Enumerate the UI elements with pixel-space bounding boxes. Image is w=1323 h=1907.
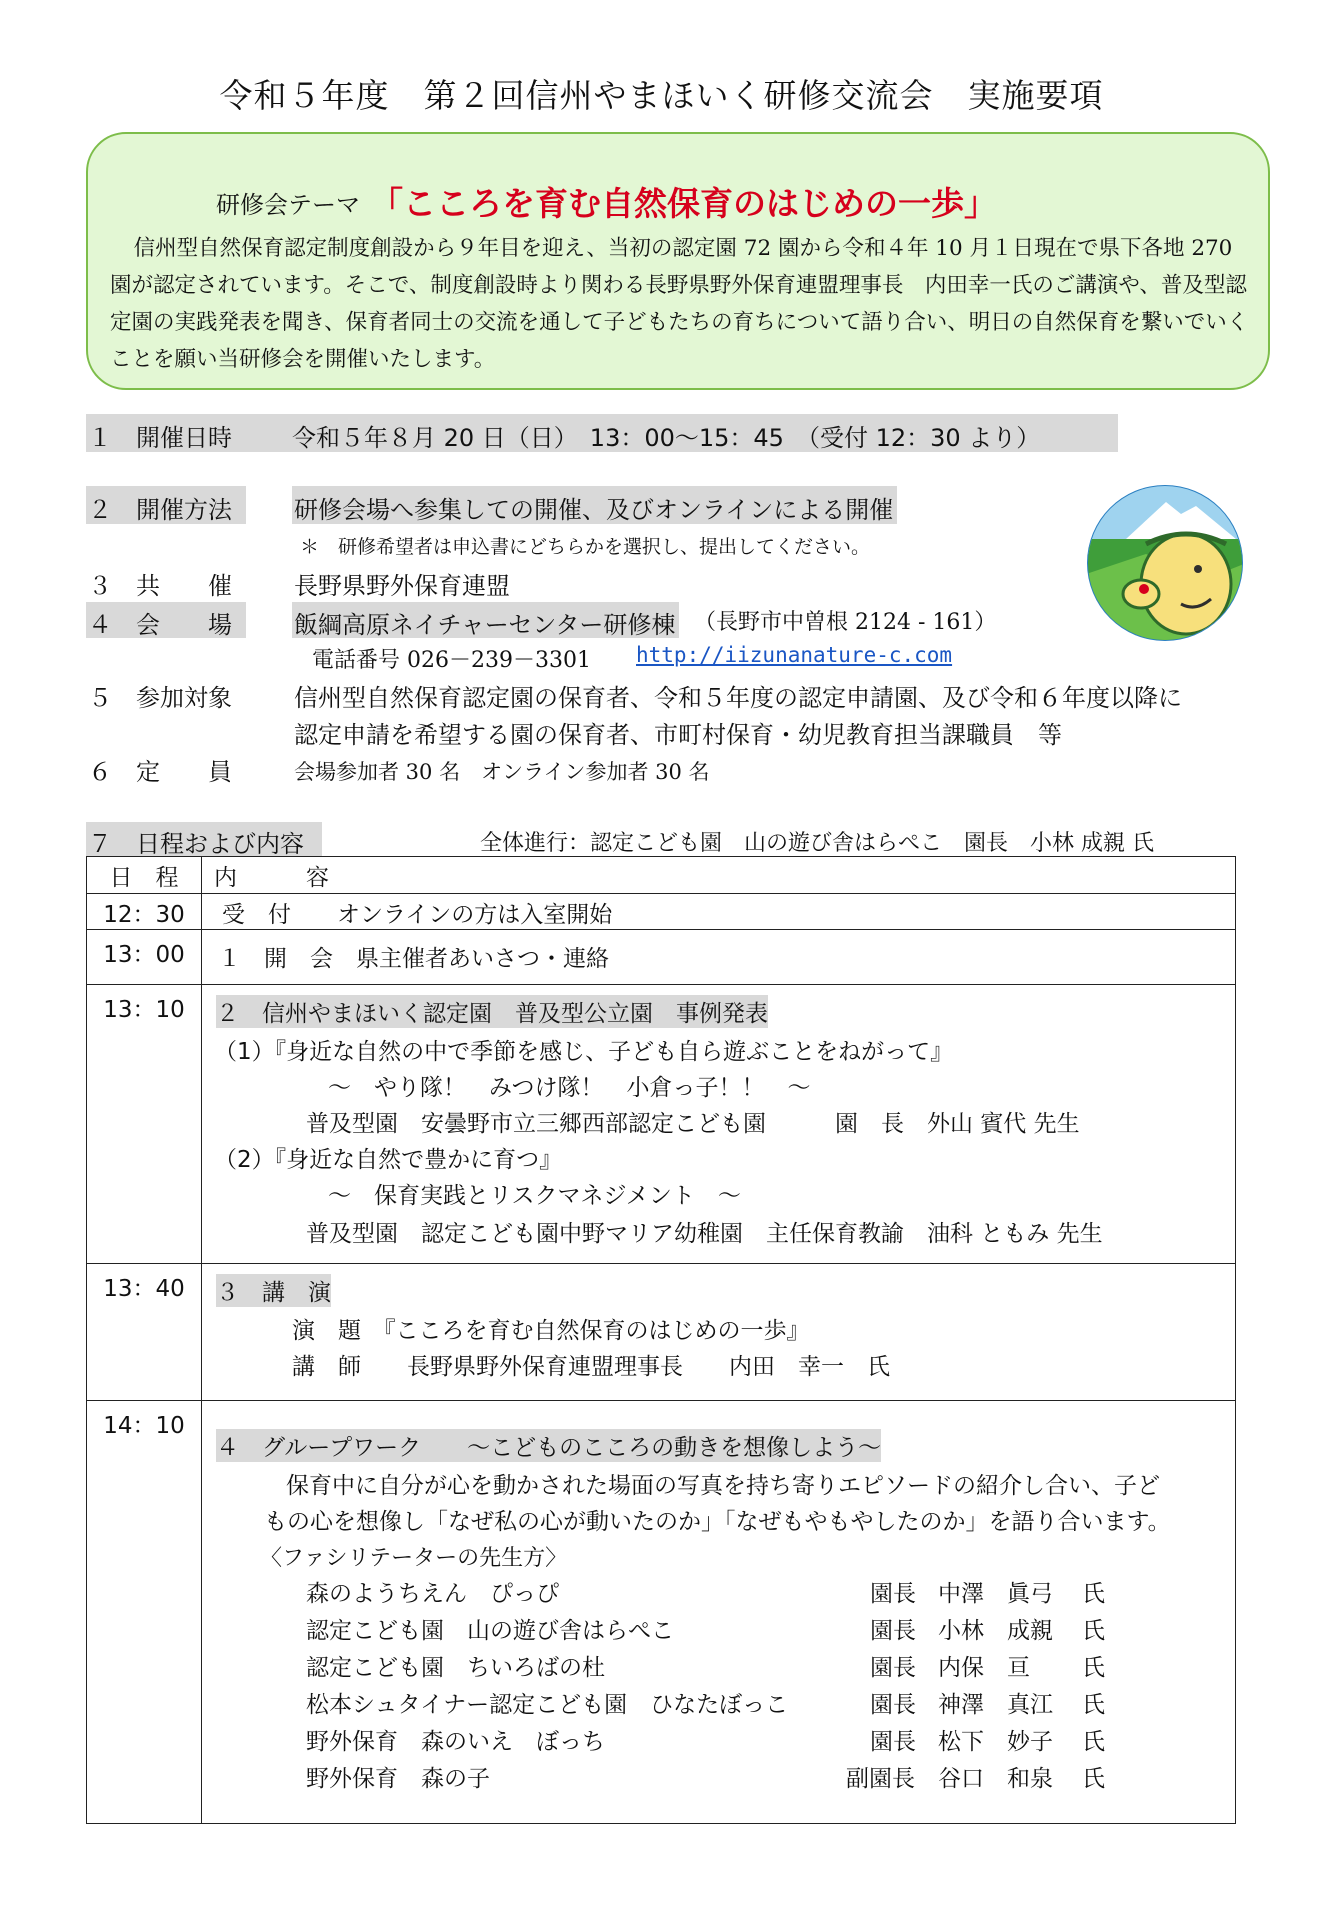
facilitator-role: 園長 (870, 1581, 916, 1607)
facilitator-name: 小林 成親 (938, 1618, 1053, 1644)
row-3-line-2: ～ やり隊！ みつけ隊！ 小倉っ子！！ ～ (328, 1075, 811, 1101)
section-4-phone: 電話番号 026－239－3301 (312, 648, 591, 673)
section-2-label: ２ 開催方法 (88, 496, 232, 524)
row-5-facilitator-heading: 〈ファシリテーターの先生方〉 (260, 1546, 568, 1571)
section-5-value-line1: 信州型自然保育認定園の保育者、令和５年度の認定申請園、及び令和６年度以降に (294, 684, 1182, 712)
facilitator-org: 森のようちえん ぴっぴ (306, 1581, 559, 1607)
table-row (87, 1401, 1236, 1824)
row-3-line-3: 普及型園 安曇野市立三郷西部認定こども園 園 長 外山 賓代 先生 (306, 1111, 1080, 1137)
section-4-label-bar (86, 602, 246, 638)
facilitator-org: 野外保育 森の子 (306, 1766, 490, 1792)
facilitator-suffix: 氏 (1082, 1692, 1105, 1718)
table-row (87, 894, 1236, 930)
row-2-content: １ 開 会 県主催者あいさつ・連絡 (202, 930, 1236, 985)
section-1-label: １ 開催日時 (88, 424, 232, 452)
section-7-label-bar (86, 822, 322, 856)
facilitator-name: 中澤 眞弓 (938, 1581, 1053, 1607)
facilitator-role: 園長 (870, 1729, 916, 1755)
section-4-address: （長野市中曽根 2124 - 161） (694, 610, 997, 635)
schedule-table (86, 856, 1236, 1824)
row-3-line-6: 普及型園 認定こども園中野マリア幼稚園 主任保育教諭 油科 ともみ 先生 (306, 1221, 1103, 1247)
row-4-line-2: 講 師 長野県野外保育連盟理事長 内田 幸一 氏 (292, 1354, 890, 1380)
row-3-line-1: （1）『身近な自然の中で季節を感じ、子ども自ら遊ぶことをねがって』 (214, 1039, 954, 1065)
theme-line (216, 178, 997, 225)
table-row (87, 930, 1236, 985)
facilitator-org: 野外保育 森のいえ ぼっち (306, 1729, 605, 1755)
table-row (87, 1264, 1236, 1401)
venue-url-link[interactable]: http://iizunanature-c.com (636, 643, 953, 667)
section-7-host: 全体進行：認定こども園 山の遊び舎はらぺこ 園長 小林 成親 氏 (480, 831, 1154, 856)
header-time: 日 程 (87, 857, 202, 894)
facilitator-role: 園長 (870, 1655, 916, 1681)
row-5-paragraph-2: もの心を想像し「なぜ私の心が動いたのか」「なぜもやもやしたのか」を語り合います。 (264, 1509, 1171, 1535)
facilitator-suffix: 氏 (1082, 1729, 1105, 1755)
row-2-time: 13：00 (87, 930, 202, 985)
page-title: 令和５年度 第２回信州やまほいく研修交流会 実施要項 (219, 76, 1104, 115)
row-3-content (202, 985, 1236, 1264)
section-4-value: 飯綱高原ネイチャーセンター研修棟 (292, 602, 679, 638)
row-4-content (202, 1264, 1236, 1401)
section-5-value-line2: 認定申請を希望する園の保育者、市町村保育・幼児教育担当課職員 等 (294, 721, 1062, 749)
row-5-paragraph-1: 保育中に自分が心を動かされた場面の写真を持ち寄りエピソードの紹介し合い、子ど (286, 1473, 1160, 1499)
section-1-value: 令和５年８月 20 日（日） 13：00～15：45 （受付 12：30 より） (292, 424, 1041, 452)
table-header-row (87, 857, 1236, 894)
section-3-value: 長野県野外保育連盟 (294, 572, 510, 600)
facilitator-role: 園長 (870, 1692, 916, 1718)
row-4-line-1: 演 題 『こころを育む自然保育のはじめの一歩』 (292, 1318, 810, 1344)
section-4-label: ４ 会 場 (88, 611, 232, 639)
section-2-note: ＊ 研修希望者は申込書にどちらかを選択し、提出してください。 (300, 536, 871, 558)
row-3-title: ２ 信州やまほいく認定園 普及型公立園 事例発表 (216, 995, 768, 1028)
intro-paragraph: 信州型自然保育認定制度創設から９年目を迎え、当初の認定園 72 園から令和４年 10 月１日現在で県下各地 270 園が認定されています。そこで、制度創設時より関わる長野県野外保育連盟理事長 内田幸一氏のご講演や、普及型認定園の実践発表を聞き、保育者同士の交流を通して子どもたちの育ちについて語り合い、明日の自然保育を繋いでいくことを願い当研修会を開催いたします。 (110, 236, 1249, 372)
row-4-time: 13：40 (87, 1264, 202, 1401)
row-5-content (202, 1401, 1236, 1824)
theme-box (86, 132, 1270, 390)
row-3-time: 13：10 (87, 985, 202, 1264)
nature-logo (1086, 484, 1244, 642)
row-3-line-5: ～ 保育実践とリスクマネジメント ～ (328, 1183, 741, 1209)
facilitator-name: 谷口 和泉 (938, 1766, 1053, 1792)
header-content: 内 容 (202, 857, 1236, 894)
facilitator-name: 松下 妙子 (938, 1729, 1053, 1755)
row-3-line-4: （2）『身近な自然で豊かに育つ』 (214, 1147, 563, 1173)
facilitator-suffix: 氏 (1082, 1618, 1105, 1644)
row-5-time: 14：10 (87, 1401, 202, 1824)
row-4-title: ３ 講 演 (216, 1274, 331, 1307)
section-5-label: ５ 参加対象 (88, 684, 232, 712)
facilitator-org: 認定こども園 山の遊び舎はらぺこ (306, 1618, 674, 1644)
facilitator-name: 神澤 真江 (938, 1692, 1053, 1718)
facilitator-name: 内保 亘 (938, 1655, 1030, 1681)
section-1-bar (86, 414, 1118, 452)
facilitator-role: 園長 (870, 1618, 916, 1644)
facilitator-suffix: 氏 (1082, 1655, 1105, 1681)
table-row (87, 985, 1236, 1264)
section-2-value: 研修会場へ参集しての開催、及びオンラインによる開催 (292, 486, 897, 524)
facilitator-org: 認定こども園 ちいろばの杜 (306, 1655, 605, 1681)
facilitator-org: 松本シュタイナー認定こども園 ひなたぼっこ (306, 1692, 789, 1718)
theme-label: 研修会テーマ (216, 191, 360, 219)
section-6-label: ６ 定 員 (88, 758, 232, 786)
row-1-content: 受 付 オンラインの方は入室開始 (202, 894, 1236, 930)
facilitator-suffix: 氏 (1082, 1581, 1105, 1607)
facilitator-role: 副園長 (846, 1766, 915, 1792)
section-2-label-bar (86, 486, 246, 524)
theme-text: 「こころを育む自然保育のはじめの一歩」 (370, 184, 997, 223)
row-5-title: ４ グループワーク ～こどものこころの動きを想像しよう～ (216, 1429, 881, 1462)
row-1-time: 12：30 (87, 894, 202, 930)
facilitator-suffix: 氏 (1082, 1766, 1105, 1792)
section-3-label: ３ 共 催 (88, 572, 232, 600)
section-6-value: 会場参加者 30 名 オンライン参加者 30 名 (294, 760, 710, 784)
section-7-label: ７ 日程および内容 (88, 830, 304, 858)
